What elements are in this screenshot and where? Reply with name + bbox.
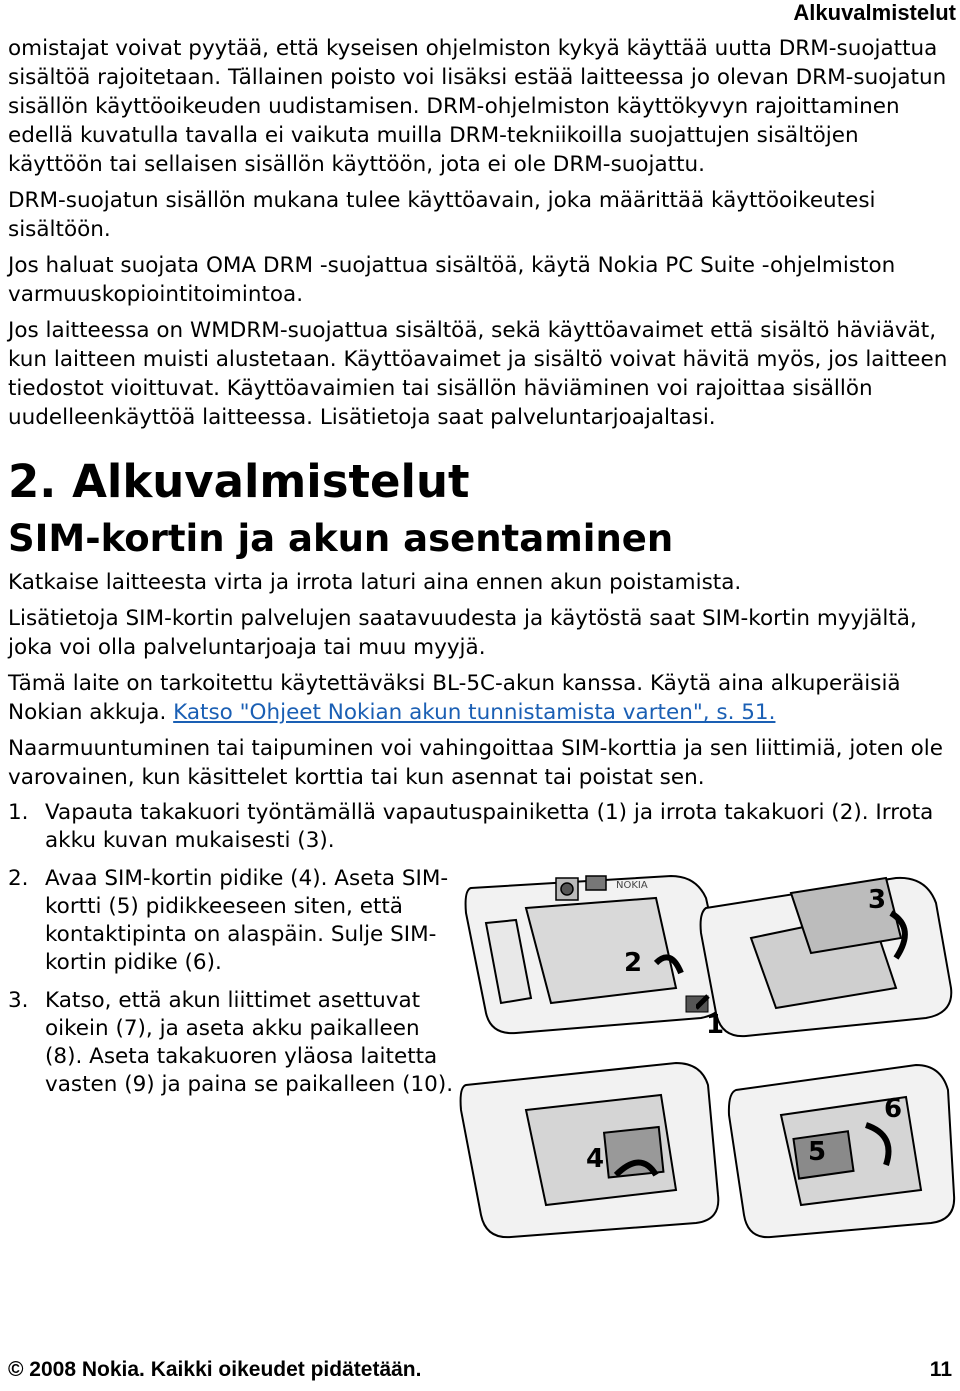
footer-copyright: © 2008 Nokia. Kaikki oikeudet pidätetään.	[8, 1358, 422, 1381]
callout-4: 4	[586, 1144, 605, 1174]
step-text: Katso, että akun liittimet asettuvat oikein (7), ja aseta akku paikalleen (8). Aseta takakuoren yläosa laitetta vasten (9) ja paina se paikalleen (10).	[45, 988, 454, 1097]
nokia-logo: NOKIA	[616, 880, 648, 891]
callout-2: 2	[624, 948, 643, 978]
section-paragraph-4: Naarmuuntuminen tai taipuminen voi vahingoittaa SIM-korttia ja sen liittimiä, joten ole varovainen, kun käsittelet korttia tai kun asennat tai poistat sen.	[8, 736, 943, 790]
intro-paragraph-2: DRM-suojatun sisällön mukana tulee käyttöavain, joka määrittää käyttöoikeutesi sisältöön.	[8, 188, 876, 242]
callout-3: 3	[868, 885, 887, 915]
section-paragraph-1: Katkaise laitteesta virta ja irrota laturi aina ennen akun poistamista.	[8, 570, 742, 595]
intro-paragraph-4: Jos laitteessa on WMDRM-suojattua sisältöä, sekä käyttöavaimet että sisältö häviävät, kun laitteen muisti alustetaan. Käyttöavaimet ja sisältö voivat hävitä myös, jos laitteen tiedostot vioittuvat. Käyttöavaimien tai sisällön häviäminen voi rajoittaa sisällön uudelleenkäyttöä laitteessa. Lisätietoja saat palveluntarjoajaltasi.	[8, 318, 948, 430]
sim-insert-illustration	[726, 1055, 958, 1240]
running-header: Alkuvalmistelut	[793, 0, 956, 25]
sim-holder-open-illustration	[456, 1055, 726, 1240]
step-number: 1.	[8, 800, 29, 825]
step-text: Vapauta takakuori työntämällä vapautuspainiketta (1) ja irrota takakuori (2). Irrota akku kuvan mukaisesti (3).	[45, 800, 934, 853]
section-paragraph-2: Lisätietoja SIM-kortin palvelujen saatavuudesta ja käytöstä saat SIM-kortin myyjältä, joka voi olla palveluntarjoaja tai muu myyjä.	[8, 606, 917, 660]
battery-removal-illustration	[696, 868, 958, 1038]
section-paragraph-3	[8, 669, 952, 727]
chapter-title: 2. Alkuvalmistelut	[8, 455, 470, 508]
step-item-1	[8, 799, 952, 855]
callout-5: 5	[808, 1137, 827, 1167]
callout-1: 1	[706, 1010, 725, 1038]
intro-text	[8, 34, 952, 432]
section-title: SIM-kortin ja akun asentaminen	[8, 517, 674, 560]
step-number: 3.	[8, 988, 29, 1013]
step-text: Avaa SIM-kortin pidike (4). Aseta SIM-kortti (5) pidikkeeseen siten, että kontaktipinta on alaspäin. Sulje SIM-kortin pidike (6).	[45, 866, 449, 975]
step-number: 2.	[8, 866, 29, 891]
page-number: 11	[929, 1358, 952, 1381]
section-paragraph-3-text: Tämä laite on tarkoitettu käytettäväksi BL-5C-akun kanssa. Käytä aina alkuperäisiä Nokian akkuja.	[8, 671, 901, 725]
callout-6: 6	[884, 1094, 903, 1124]
battery-guide-link[interactable]: Katso "Ohjeet Nokian akun tunnistamista varten", s. 51.	[173, 700, 776, 725]
intro-paragraph-1: omistajat voivat pyytää, että kyseisen ohjelmiston kykyä käyttää uutta DRM-suojattua sisältöä rajoitetaan. Tällainen poisto voi lisäksi estää laitteessa jo olevan DRM-suojatun sisällön käyttöoikeuden uudistamisen. DRM-ohjelmiston käyttökyvyn rajoittaminen edellä kuvatulla tavalla ei vaikuta muilla DRM-tekniikoilla suojattujen sisältöjen käyttöön tai sellaisen sisällön käyttöön, jota ei ole DRM-suojattu.	[8, 36, 947, 177]
intro-paragraph-3: Jos haluat suojata OMA DRM -suojattua sisältöä, käytä Nokia PC Suite -ohjelmiston varmuuskopiointitoimintoa.	[8, 253, 896, 307]
